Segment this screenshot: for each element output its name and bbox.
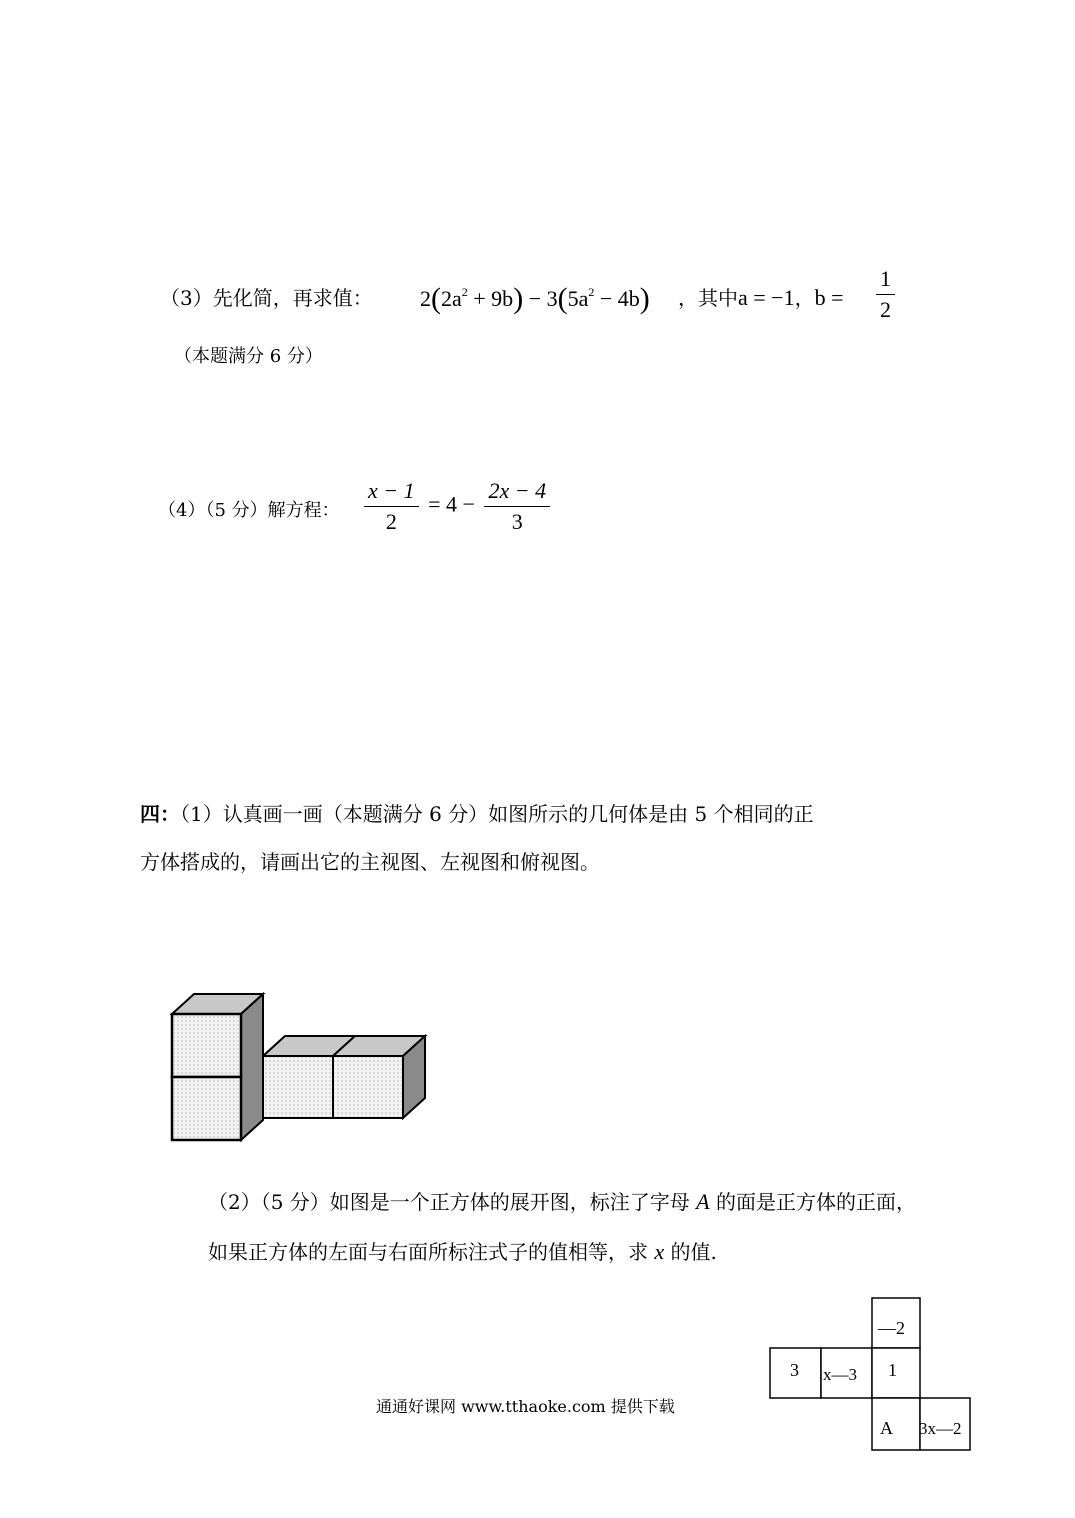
question-3 — [160, 282, 373, 311]
page-footer: 通通好课网 www.tthaoke.com 提供下载 — [376, 1397, 675, 1416]
cube-front-face — [263, 1056, 333, 1118]
q3-prefix: （3）先化简，再求值： — [160, 286, 373, 310]
q2-line1: （2）（5 分）如图是一个正方体的展开图，标注了字母 A 的面是正方体的正面， — [208, 1189, 916, 1214]
q4-equation: $\frac{x - 1}{2}$ = 4 − $\frac{2x - 4}{3}$ — [360, 478, 554, 535]
net-label-left2: x—3 — [823, 1365, 857, 1384]
cube-front-face — [333, 1056, 403, 1118]
net-label-left: 3 — [790, 1360, 799, 1380]
q3-score-note: （本题满分 6 分） — [174, 346, 323, 367]
section-4-heading: 四： — [140, 802, 180, 826]
q3-expression: $2(2a^2 + 9b) - 3(5a^2 - 4b)$ — [420, 282, 650, 315]
q3-b-fraction: $\frac{1}{2}$ — [872, 266, 899, 323]
net-label-right: 3x—2 — [919, 1419, 962, 1438]
cube-front-face — [172, 1077, 241, 1140]
q3-condition: ，其中a = −1，b = — [678, 285, 844, 310]
q2-line2: 如果正方体的左面与右面所标注式子的值相等，求 x 的值. — [208, 1239, 717, 1264]
cube-net-figure — [768, 1296, 974, 1454]
cube-assembly-figure — [165, 988, 435, 1148]
section-4-line2: 方体搭成的，请画出它的主视图、左视图和俯视图。 — [140, 850, 600, 874]
net-label-bottom: A — [880, 1418, 893, 1438]
section-4-line1: 四：（1）认真画一画（本题满分 6 分）如图所示的几何体是由 5 个相同的正 — [140, 802, 814, 826]
cube-front-face — [172, 1014, 241, 1077]
net-label-center: 1 — [888, 1360, 897, 1380]
question-4-prefix: （4）（5 分）解方程： — [158, 500, 340, 521]
cube-side-face — [241, 994, 263, 1140]
net-label-top: —2 — [878, 1318, 905, 1338]
